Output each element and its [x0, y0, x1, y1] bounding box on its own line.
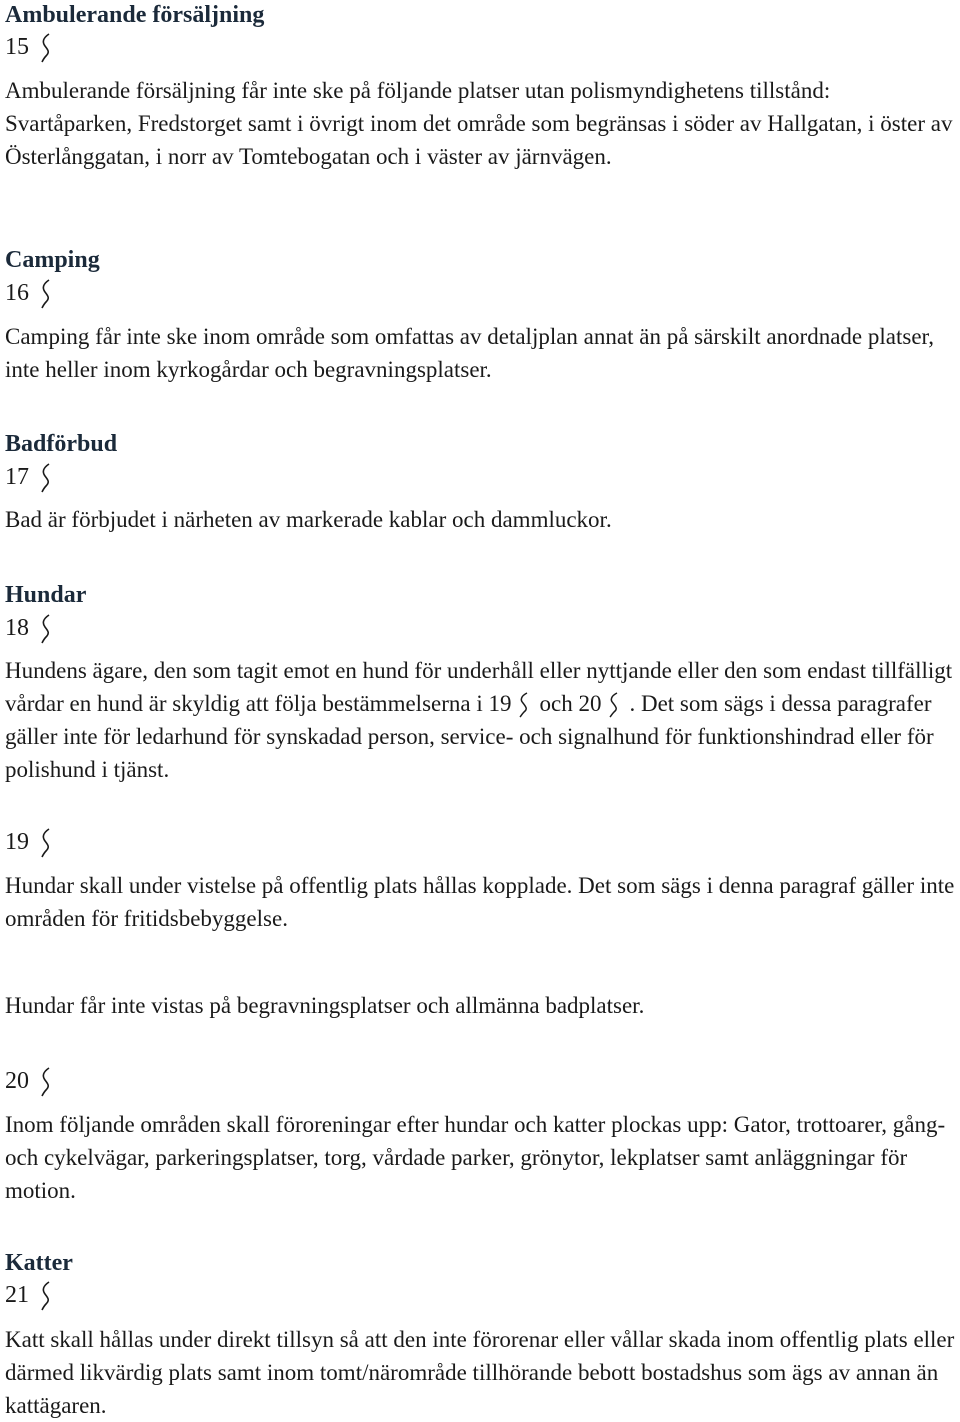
section-heading: Camping [5, 247, 100, 273]
paragraph-text: Katt skall hållas under direkt tillsyn så att den inte förorenar eller vållar skada inom offentlig plats eller därmed likvärdig plats samt inom tomt/närområde tillhörande bebott bostadshus som ägs av annan än kattägaren. [5, 1327, 955, 1418]
paragraph-text-part: och 20 [539, 691, 602, 716]
paragraph-text: Inom följande områden skall föroreningar efter hundar och katter plockas upp: Gator, trottoarer, gång- och cykelvägar, parkeringsplatser, torg, vårdade parker, grönytor, lekplatser samt anläggningar för motion. [5, 1112, 946, 1203]
paragraph-number-value: 16 [5, 280, 29, 306]
section-sign-icon [39, 828, 53, 858]
section-sign-icon [39, 1281, 53, 1311]
paragraph-text: Camping får inte ske inom område som omfattas av detaljplan annat än på särskilt anordnade platser, inte heller inom kyrkogårdar och begravningsplatser. [5, 324, 935, 382]
section-sign-icon [607, 692, 621, 718]
section-sign-icon [517, 692, 531, 718]
paragraph-number-value: 21 [5, 1282, 29, 1308]
section-sign-icon [39, 614, 53, 644]
paragraph-number [5, 1280, 53, 1311]
paragraph-text-part: . Det som sägs i dessa paragrafer gäller inte för ledarhund för synskadad person, service- och signalhund för funktionshindrad eller för polishund i tjänst. [5, 691, 934, 782]
paragraph-number-value: 18 [5, 615, 29, 641]
paragraph-number [5, 462, 53, 493]
paragraph-number [5, 827, 53, 858]
paragraph-number [5, 613, 53, 644]
paragraph-number-value: 20 [5, 1068, 29, 1094]
paragraph-number-value: 19 [5, 829, 29, 855]
paragraph-text: Bad är förbjudet i närheten av markerade kablar och dammluckor. [5, 507, 612, 532]
section-heading: Katter [5, 1250, 73, 1276]
paragraph-text [5, 654, 960, 786]
paragraph-text: Hundar skall under vistelse på offentlig plats hållas kopplade. Det som sägs i denna paragraf gäller inte områden för fritidsbebyggelse. [5, 873, 955, 931]
section-heading: Ambulerande försäljning [5, 2, 265, 28]
section-sign-icon [39, 33, 53, 63]
section-sign-icon [39, 279, 53, 309]
paragraph-number [5, 32, 53, 63]
paragraph-number [5, 278, 53, 309]
paragraph-text-part: Hundens ägare, den som tagit emot en hund för underhåll eller nyttjande eller den som endast tillfälligt vårdar en hund är skyldig att följa bestämmelserna i 19 [5, 658, 953, 716]
section-heading: Hundar [5, 582, 87, 608]
section-sign-icon [39, 463, 53, 493]
paragraph-text: Hundar får inte vistas på begravningsplatser och allmänna badplatser. [5, 993, 645, 1018]
paragraph-number [5, 1066, 53, 1097]
paragraph-number-value: 17 [5, 464, 29, 490]
section-heading: Badförbud [5, 431, 118, 457]
section-sign-icon [39, 1067, 53, 1097]
paragraph-text: Ambulerande försäljning får inte ske på följande platser utan polismyndighetens tillstånd: Svartåparken, Fredstorget samt i övrigt inom det område som begränsas i söder av Hallgatan, i öster av Österlånggatan, i norr av Tomtebogatan och i väster av järnvägen. [5, 78, 953, 169]
paragraph-number-value: 15 [5, 34, 29, 60]
